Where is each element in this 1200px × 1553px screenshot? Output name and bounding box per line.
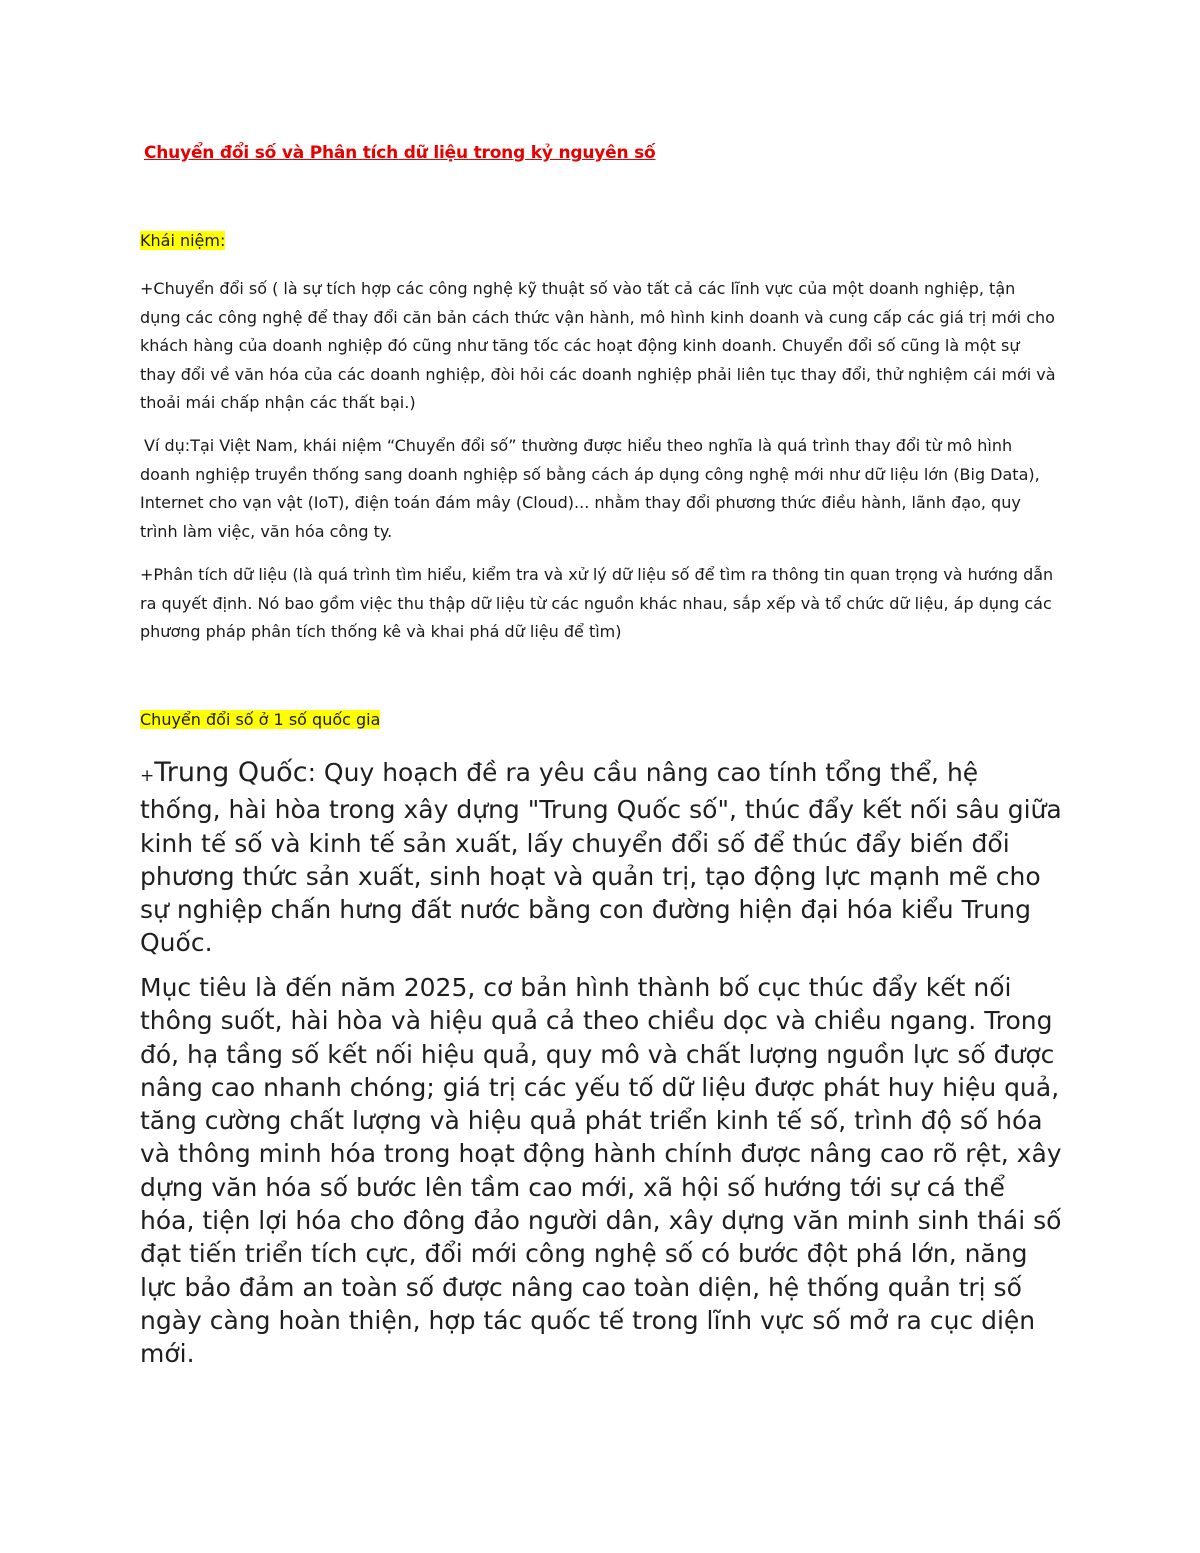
paragraph-china-plan-text: : Quy hoạch đề ra yêu cầu nâng cao tính tổng thể, hệ thống, hài hòa trong xây dựng "Trung Quốc số", thúc đẩy kết nối sâu giữa kinh tế số và kinh tế sản xuất, lấy chuyển đổi số để thúc đẩy biến đổi phương thức sản xuất, sinh hoạt và quản trị, tạo động lực mạnh mẽ cho sự nghiệp chấn hưng đất nước bằng con đường hiện đại hóa kiểu Trung Quốc. [140, 758, 1062, 958]
section-heading-concept [140, 231, 225, 250]
plus-prefix: + [140, 766, 155, 786]
paragraph-data-analysis: +Phân tích dữ liệu (là quá trình tìm hiểu, kiểm tra và xử lý dữ liệu số để tìm ra thông tin quan trọng và hướng dẫn ra quyết định. Nó bao gồm việc thu thập dữ liệu từ các nguồn khác nhau, sắp xếp và tổ chức dữ liệu, áp dụng các phương pháp phân tích thống kê và khai phá dữ liệu để tìm) [140, 565, 1054, 642]
country-name: Trung Quốc [154, 757, 308, 788]
paragraph-china-goals: Mục tiêu là đến năm 2025, cơ bản hình thành bố cục thúc đẩy kết nối thông suốt, hài hòa và hiệu quả cả theo chiều dọc và chiều ngang. Trong đó, hạ tầng số kết nối hiệu quả, quy mô và chất lượng nguồn lực số được nâng cao nhanh chóng; giá trị các yếu tố dữ liệu được phát huy hiệu quả, tăng cường chất lượng và hiệu quả phát triển kinh tế số, trình độ số hóa và thông minh hóa trong hoạt động hành chính được nâng cao rõ rệt, xây dựng văn hóa số bước lên tầm cao mới, xã hội số hướng tới sự cá thể hóa, tiện lợi hóa cho đông đảo người dân, xây dựng văn minh sinh thái số đạt tiến triển tích cực, đổi mới công nghệ số có bước đột phá lớn, năng lực bảo đảm an toàn số được nâng cao toàn diện, hệ thống quản trị số ngày càng hoàn thiện, hợp tác quốc tế trong lĩnh vực số mở ra cục diện mới. [140, 973, 1062, 1369]
highlighted-heading-text: Chuyển đổi số ở 1 số quốc gia [140, 710, 381, 729]
highlighted-heading-text: Khái niệm: [140, 231, 226, 250]
paragraph-digital-transformation: +Chuyển đổi số ( là sự tích hợp các công nghệ kỹ thuật số vào tất cả các lĩnh vực của một doanh nghiệp, tận dụng các công nghệ để thay đổi căn bản cách thức vận hành, mô hình kinh doanh và cung cấp các giá trị mới cho khách hàng của doanh nghiệp đó cũng như tăng tốc các hoạt động kinh doanh. Chuyển đổi số cũng là một sự thay đổi về văn hóa của các doanh nghiệp, đòi hỏi các doanh nghiệp phải liên tục thay đổi, thử nghiệm cái mới và thoải mái chấp nhận các thất bại.) [140, 279, 1056, 413]
paragraph-china-plan [140, 756, 1065, 960]
paragraph-example: Ví dụ:Tại Việt Nam, khái niệm “Chuyển đổi số” thường được hiểu theo nghĩa là quá trình thay đổi từ mô hình doanh nghiệp truyền thống sang doanh nghiệp số bằng cách áp dụng công nghệ mới như dữ liệu lớn (Big Data), Internet cho vạn vật (IoT), điện toán đám mây (Cloud)... nhằm thay đổi phương thức điều hành, lãnh đạo, quy trình làm việc, văn hóa công ty. [140, 436, 1040, 541]
document-title: Chuyển đổi số và Phân tích dữ liệu trong kỷ nguyên số [144, 143, 656, 163]
section-heading-countries [140, 710, 380, 729]
